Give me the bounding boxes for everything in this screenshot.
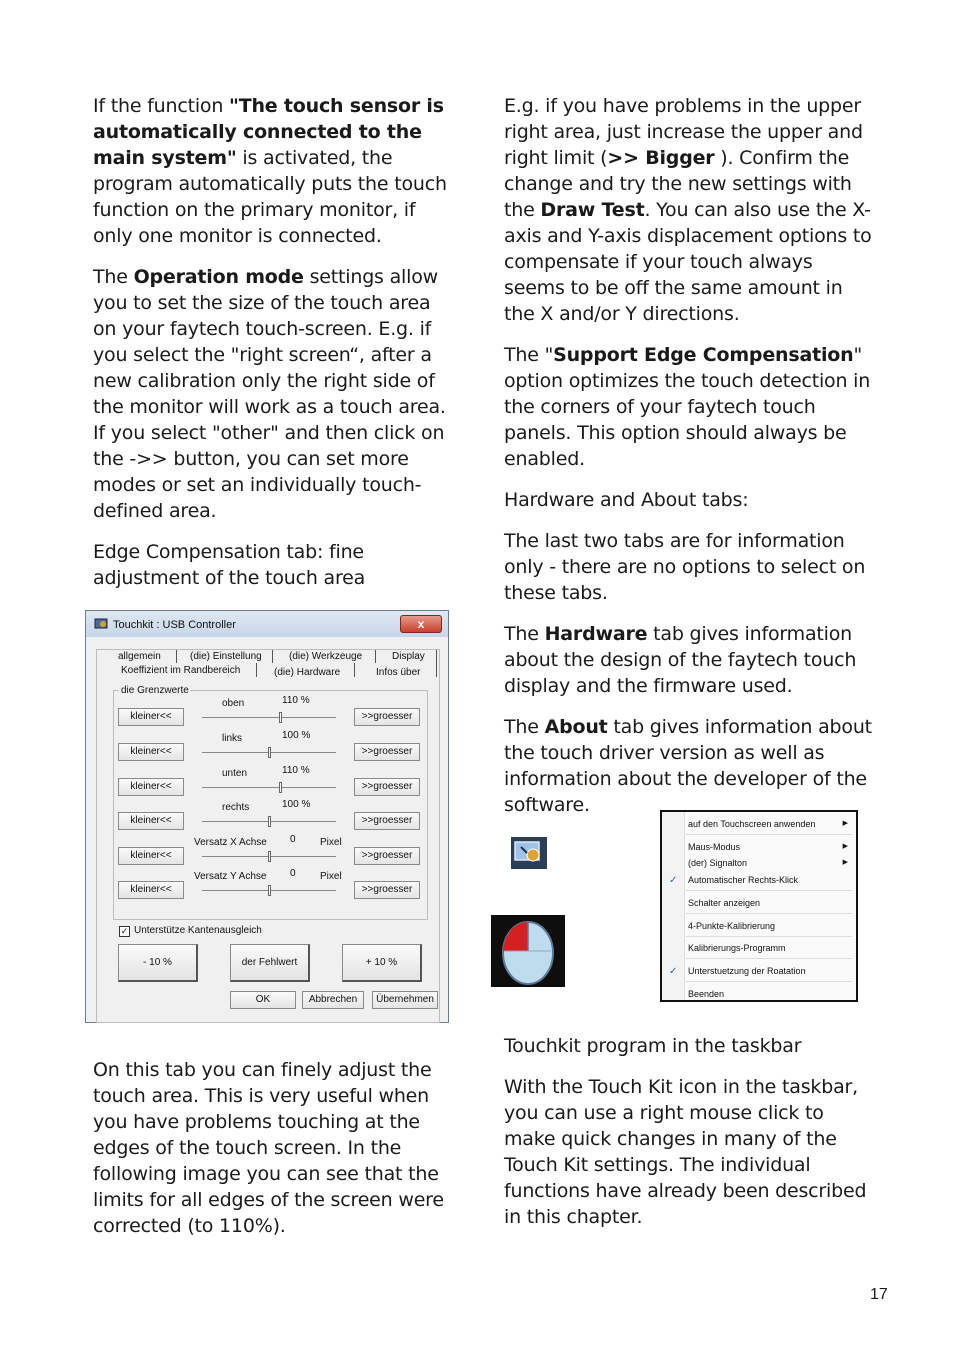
menu-item[interactable] [662,819,856,831]
submenu-arrow-icon: ▶ [842,820,848,827]
menu-item-label: Automatischer Rechts-Klick [688,875,799,885]
menu-item[interactable] [662,921,856,933]
menu-item-label: Kalibrierungs-Programm [688,943,786,953]
menu-item[interactable] [662,842,856,854]
slider-thumb[interactable] [268,851,271,862]
paragraph-hardware-tab: The Hardware tab gives information about the design of the faytech touch display and the firmware used. [504,623,857,697]
paragraph-example-bigger: E.g. if you have problems in the upper right area, just increase the upper and right limit (>> Bigger ). Confirm the change and try the new settings with the Draw Test. You can also use the X-axis and Y-axis displacement options to compensate if your touch always seems to be off the same amount in the X and/or Y directions. [504,95,872,325]
tab-einstellung[interactable]: (die) Einstellung [190,651,262,662]
smaller-button[interactable]: kleiner<< [118,881,184,899]
smaller-button[interactable]: kleiner<< [118,847,184,865]
bigger-button[interactable]: >>groesser [354,812,420,830]
submenu-arrow-icon: ▶ [842,859,848,866]
slider-label: Versatz Y Achse [194,871,267,882]
slider-label: rechts [222,802,250,813]
tab-display[interactable]: Display [392,651,425,662]
slider-thumb[interactable] [268,816,271,827]
menu-item[interactable] [662,858,856,870]
menu-separator [686,981,852,982]
slider-label: unten [222,768,248,779]
paragraph-operation-mode: The Operation mode settings allow you to set the size of the touch area on your faytech touch-screen. E.g. if you select the "right screen“, after a new calibration only the right side of the monitor will work as a touch area. If you select "other" and then click on the ->> button, you can set more modes or set an individually touch-defined area. [93,266,446,522]
slider-value: 100 % [282,730,311,741]
slider-track[interactable] [202,787,336,788]
menu-item-label: Beenden [688,989,725,999]
tab-werkzeuge[interactable]: (die) Werkzeuge [289,651,363,662]
slider-unit: Pixel [320,871,342,882]
paragraph-fine-adjust: On this tab you can finely adjust the touch area. This is very useful when you have problems touching at the edges of the touch screen. In the following image you can see that the limits for all edges of the screen were corrected (to 110%). [93,1059,444,1237]
paragraph-taskbar-heading: Touchkit program in the taskbar [504,1035,802,1057]
menu-item-label: (der) Signalton [688,858,748,868]
smaller-button[interactable]: kleiner<< [118,708,184,726]
tab-koeffizient[interactable]: Koeffizient im Randbereich [121,665,241,676]
menu-item[interactable] [662,989,856,1001]
dialog-title: Touchkit : USB Controller [113,619,236,631]
minus-10-button[interactable]: - 10 % [118,944,198,982]
paragraph-edge-compensation-tab: Edge Compensation tab: fine adjustment of the touch area [93,541,366,589]
paragraph-hardware-about-heading: Hardware and About tabs: [504,489,749,511]
edge-compensation-label: Unterstütze Kantenausgleich [134,925,262,936]
slider-track[interactable] [202,717,336,718]
menu-item[interactable] [662,966,856,978]
slider-value: 0 [290,868,296,879]
menu-item[interactable] [662,943,856,955]
slider-thumb[interactable] [268,747,271,758]
submenu-arrow-icon: ▶ [842,843,848,850]
close-button[interactable]: x [400,615,442,633]
menu-separator [686,890,852,891]
bigger-button[interactable]: >>groesser [354,778,420,796]
left-column-bottom [93,1057,458,1254]
slider-thumb[interactable] [279,782,282,793]
right-column-bottom [504,1033,874,1245]
menu-separator [686,936,852,937]
menu-separator [686,958,852,959]
slider-label: Versatz X Achse [194,837,267,848]
slider-value: 100 % [282,799,311,810]
left-column-top [93,93,458,606]
menu-item-label: Schalter anzeigen [688,898,761,908]
paragraph-support-edge: The "Support Edge Compensation" option optimizes the touch detection in the corners of your faytech touch panels. This option should always be enabled. [504,344,871,470]
menu-item[interactable] [662,875,856,887]
menu-item-label: 4-Punkte-Kalibrierung [688,921,776,931]
dialog-titlebar [86,611,448,637]
bigger-button[interactable]: >>groesser [354,881,420,899]
slider-value: 110 % [282,765,310,776]
menu-separator [686,834,852,835]
edge-compensation-checkbox[interactable]: ✓ [120,926,129,936]
slider-label: oben [222,698,245,709]
plus-10-button[interactable]: + 10 % [342,944,422,982]
tab-infos[interactable]: Infos über [376,667,421,678]
page-number: 17 [870,1286,888,1303]
slider-value: 110 % [282,695,310,706]
cancel-button[interactable]: Abbrechen [302,991,364,1009]
limits-group-label: die Grenzwerte [121,685,189,696]
slider-thumb[interactable] [268,885,271,896]
slider-unit: Pixel [320,837,342,848]
paragraph-last-two-tabs: The last two tabs are for information only - there are no options to select on these tabs. [504,530,866,604]
smaller-button[interactable]: kleiner<< [118,812,184,830]
smaller-button[interactable]: kleiner<< [118,778,184,796]
tab-allgemein[interactable]: allgemein [118,651,161,662]
paragraph-touch-sensor: If the function "The touch sensor is automatically connected to the main system" is activated, the program automatically puts the touch function on the primary monitor, if only one monitor is connected. [93,95,447,247]
menu-item-label: auf den Touchscreen anwenden [688,819,816,829]
checkmark-icon: ✓ [669,875,678,886]
apply-button[interactable]: Übernehmen [372,991,438,1009]
right-column-top [504,93,874,833]
bigger-button[interactable]: >>groesser [354,847,420,865]
slider-value: 0 [290,834,296,845]
checkmark-icon: ✓ [669,966,678,977]
slider-thumb[interactable] [279,712,282,723]
menu-item-label: Unterstuetzung der Roatation [688,966,806,976]
paragraph-taskbar-description: With the Touch Kit icon in the taskbar, you can use a right mouse click to make quick changes in many of the Touch Kit settings. The individual functions have already been described in this chapter. [504,1076,867,1228]
ok-button[interactable]: OK [230,991,296,1009]
touchkit-tray-icon [511,837,547,869]
default-button[interactable]: der Fehlwert [230,944,310,982]
menu-item-label: Maus-Modus [688,842,741,852]
touchkit-dialog [85,610,449,1023]
bigger-button[interactable]: >>groesser [354,708,420,726]
paragraph-about-tab: The About tab gives information about the touch driver version as well as information about the developer of the software. [504,716,872,816]
taskbar-context-menu [660,810,858,1002]
slider-label: links [222,733,243,744]
mouse-icon [491,915,565,987]
tab-hardware[interactable]: (die) Hardware [274,667,341,678]
menu-item[interactable] [662,898,856,910]
menu-separator [686,913,852,914]
bigger-button[interactable]: >>groesser [354,743,420,761]
smaller-button[interactable]: kleiner<< [118,743,184,761]
touchkit-app-icon [94,618,108,630]
